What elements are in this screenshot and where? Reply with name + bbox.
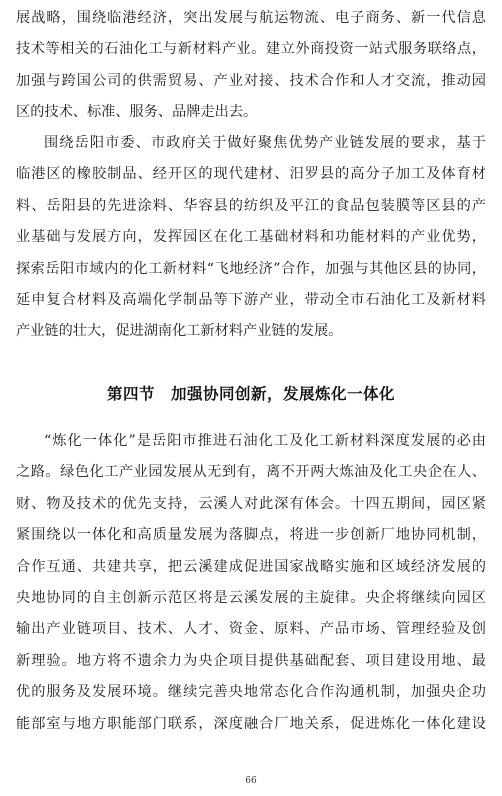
- text-line: 输出产业链项目、技术、人才、资金、原料、产品市场、管理经验及创: [16, 621, 486, 638]
- text-line: 围绕岳阳市委、市政府关于做好聚焦优势产业链发展的要求，基于: [44, 135, 486, 151]
- text-line: 料、岳阳县的先进涂料、华容县的纺织及平江的食品包装膜等区县的产: [16, 197, 486, 214]
- text-line: 延申复合材料及高端化学制品等下游产业，带动全市石油化工及新材料: [16, 291, 486, 308]
- text-line: 区的技术、标准、服务、品牌走出去。: [16, 104, 258, 121]
- text-line: 央地协同的自主创新示范区将是云溪发展的主旋律。央企将继续向园区: [16, 589, 486, 606]
- paragraph-port-economy: [16, 3, 486, 129]
- text-line: 紧围绕以一体化和高质量发展为落脚点，将进一步创新厂地协同机制，: [16, 527, 486, 544]
- text-line: 之路。绿色化工产业园发展从无到有，离不开两大炼油及化工央企在人、: [16, 464, 486, 481]
- text-line: 探索岳阳市域内的化工新材料“飞地经济”合作，加强与其他区县的协同，: [16, 260, 486, 277]
- text-line: 合作互通、共建共享，把云溪建成促进国家战略实施和区域经济发展的: [16, 558, 486, 575]
- text-line: 优的服务及发展环境。继续完善央地常态化合作沟通机制，加强央企功: [16, 684, 486, 701]
- text-line: 能部室与地方职能部门联系，深度融合厂地关系，促进炼化一体化建设: [16, 715, 486, 732]
- text-line: 展战略，围绕临港经济，突出发展与航运物流、电子商务、新一代信息: [16, 10, 486, 26]
- text-line: 财、物及技术的优先支持，云溪人对此深有体会。十四五期间，园区紧: [16, 495, 486, 512]
- text-line: 技术等相关的石油化工与新材料产业。建立外商投资一站式服务联络点，: [16, 41, 486, 58]
- text-line: 业基础与发展方向，发挥园区在化工基础材料和功能材料的产业优势，: [16, 229, 486, 246]
- text-line: 加强与跨国公司的供需贸易、产业对接、技术合作和人才交流，推动园: [16, 72, 486, 89]
- text-line: 新理验。地方将不遗余力为央企项目提供基础配套、项目建设用地、最: [16, 652, 486, 669]
- text-line: 产业链的壮大，促进湖南化工新材料产业链的发展。: [16, 323, 343, 340]
- text-line: “炼化一体化”是岳阳市推进石油化工及化工新材料深度发展的必由: [44, 433, 486, 449]
- paragraph-industry-chain: [16, 128, 486, 348]
- text-line: 临港区的橡胶制品、经开区的现代建材、汨罗县的高分子加工及体育材: [16, 166, 486, 183]
- page-number: 66: [245, 776, 257, 786]
- paragraph-refining-integration: [16, 426, 486, 740]
- section-heading: 第四节 加强协同创新，发展炼化一体化: [106, 385, 395, 403]
